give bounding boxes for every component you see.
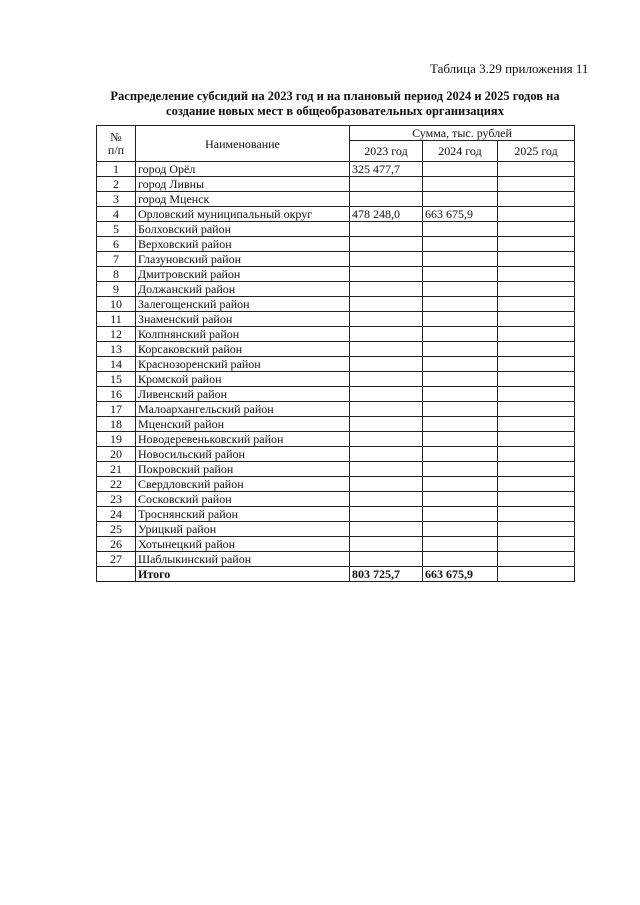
header-2024: 2024 год	[423, 141, 498, 162]
row-2025-value	[498, 222, 575, 237]
row-2025-value	[498, 162, 575, 177]
total-2024-value: 663 675,9	[423, 567, 498, 582]
row-name: город Мценск	[136, 192, 350, 207]
row-name: Верховский район	[136, 237, 350, 252]
row-2023-value	[350, 342, 423, 357]
table-row	[97, 417, 575, 432]
row-number: 2	[97, 177, 136, 192]
row-name: Новосильский район	[136, 447, 350, 462]
row-number: 5	[97, 222, 136, 237]
row-2024-value	[423, 522, 498, 537]
header-2023: 2023 год	[350, 141, 423, 162]
row-2024-value	[423, 267, 498, 282]
row-name: Троснянский район	[136, 507, 350, 522]
row-name: Хотынецкий район	[136, 537, 350, 552]
row-name: Орловский муниципальный округ	[136, 207, 350, 222]
row-name: Свердловский район	[136, 477, 350, 492]
row-2025-value	[498, 507, 575, 522]
row-2023-value: 325 477,7	[350, 162, 423, 177]
table-row	[97, 507, 575, 522]
row-name: Должанский район	[136, 282, 350, 297]
row-number: 6	[97, 237, 136, 252]
row-2023-value	[350, 537, 423, 552]
row-2025-value	[498, 312, 575, 327]
total-2025-value	[498, 567, 575, 582]
row-2024-value	[423, 327, 498, 342]
row-2025-value	[498, 477, 575, 492]
row-2023-value	[350, 327, 423, 342]
row-2023-value	[350, 357, 423, 372]
row-name: Урицкий район	[136, 522, 350, 537]
table-row	[97, 477, 575, 492]
table-row	[97, 372, 575, 387]
row-2023-value	[350, 177, 423, 192]
row-2025-value	[498, 237, 575, 252]
row-number: 24	[97, 507, 136, 522]
row-2023-value	[350, 402, 423, 417]
row-name: Колпнянский район	[136, 327, 350, 342]
table-row	[97, 237, 575, 252]
row-2023-value	[350, 507, 423, 522]
row-name: Покровский район	[136, 462, 350, 477]
table-row	[97, 162, 575, 177]
table-row	[97, 462, 575, 477]
row-number: 22	[97, 477, 136, 492]
row-2024-value	[423, 342, 498, 357]
row-2025-value	[498, 552, 575, 567]
row-number: 9	[97, 282, 136, 297]
row-2024-value: 663 675,9	[423, 207, 498, 222]
table-row	[97, 177, 575, 192]
row-name: Новодеревеньковский район	[136, 432, 350, 447]
row-number: 14	[97, 357, 136, 372]
header-2025: 2025 год	[498, 141, 575, 162]
row-2025-value	[498, 522, 575, 537]
row-2023-value	[350, 222, 423, 237]
header-num: № п/п	[97, 126, 136, 162]
table-row	[97, 312, 575, 327]
row-number: 17	[97, 402, 136, 417]
header-name: Наименование	[136, 126, 350, 162]
row-name: Знаменский район	[136, 312, 350, 327]
total-label: Итого	[136, 567, 350, 582]
row-number: 25	[97, 522, 136, 537]
row-2025-value	[498, 297, 575, 312]
row-number: 1	[97, 162, 136, 177]
row-2024-value	[423, 462, 498, 477]
row-2024-value	[423, 222, 498, 237]
row-2024-value	[423, 432, 498, 447]
header-row-1	[97, 126, 575, 141]
row-number: 4	[97, 207, 136, 222]
row-2023-value	[350, 267, 423, 282]
row-name: Ливенский район	[136, 387, 350, 402]
row-2024-value	[423, 237, 498, 252]
row-2023-value	[350, 492, 423, 507]
row-2023-value	[350, 297, 423, 312]
row-2024-value	[423, 402, 498, 417]
row-number: 27	[97, 552, 136, 567]
row-name: Дмитровский район	[136, 267, 350, 282]
row-number: 16	[97, 387, 136, 402]
table-row	[97, 492, 575, 507]
row-2025-value	[498, 537, 575, 552]
table-row	[97, 342, 575, 357]
row-2023-value	[350, 417, 423, 432]
row-number: 21	[97, 462, 136, 477]
row-2024-value	[423, 252, 498, 267]
document-title: Распределение субсидий на 2023 год и на плановый период 2024 и 2025 годов на создание новых мест в общеобразовательных организациях	[110, 89, 560, 118]
row-2024-value	[423, 492, 498, 507]
row-2023-value: 478 248,0	[350, 207, 423, 222]
row-2023-value	[350, 237, 423, 252]
row-name: Краснозоренский район	[136, 357, 350, 372]
row-2023-value	[350, 192, 423, 207]
row-number: 19	[97, 432, 136, 447]
row-number: 15	[97, 372, 136, 387]
row-2023-value	[350, 522, 423, 537]
row-2025-value	[498, 327, 575, 342]
row-name: Шаблыкинский район	[136, 552, 350, 567]
row-2024-value	[423, 357, 498, 372]
row-number: 12	[97, 327, 136, 342]
row-2025-value	[498, 267, 575, 282]
table-row	[97, 327, 575, 342]
row-name: Мценский район	[136, 417, 350, 432]
table-row	[97, 357, 575, 372]
row-2025-value	[498, 207, 575, 222]
row-2025-value	[498, 447, 575, 462]
row-2024-value	[423, 372, 498, 387]
row-number: 26	[97, 537, 136, 552]
row-2024-value	[423, 312, 498, 327]
row-2024-value	[423, 537, 498, 552]
row-2025-value	[498, 492, 575, 507]
row-2025-value	[498, 282, 575, 297]
row-2023-value	[350, 552, 423, 567]
row-2025-value	[498, 357, 575, 372]
row-name: город Ливны	[136, 177, 350, 192]
subsidy-table	[96, 125, 575, 582]
row-name: город Орёл	[136, 162, 350, 177]
row-number: 13	[97, 342, 136, 357]
row-2024-value	[423, 177, 498, 192]
row-number: 10	[97, 297, 136, 312]
row-number: 7	[97, 252, 136, 267]
row-2024-value	[423, 417, 498, 432]
row-2025-value	[498, 432, 575, 447]
table-row	[97, 252, 575, 267]
row-number: 3	[97, 192, 136, 207]
row-2025-value	[498, 342, 575, 357]
row-number: 8	[97, 267, 136, 282]
row-2025-value	[498, 252, 575, 267]
row-number: 23	[97, 492, 136, 507]
row-2023-value	[350, 252, 423, 267]
row-2023-value	[350, 447, 423, 462]
row-name: Корсаковский район	[136, 342, 350, 357]
row-name: Кромской район	[136, 372, 350, 387]
row-2025-value	[498, 372, 575, 387]
row-2025-value	[498, 387, 575, 402]
total-num-cell	[97, 567, 136, 582]
total-row	[97, 567, 575, 582]
row-number: 18	[97, 417, 136, 432]
table-row	[97, 447, 575, 462]
row-2023-value	[350, 312, 423, 327]
row-2024-value	[423, 507, 498, 522]
table-row	[97, 537, 575, 552]
row-2023-value	[350, 432, 423, 447]
row-name: Глазуновский район	[136, 252, 350, 267]
table-row	[97, 297, 575, 312]
table-row	[97, 522, 575, 537]
row-2025-value	[498, 177, 575, 192]
row-2023-value	[350, 282, 423, 297]
row-name: Малоархангельский район	[136, 402, 350, 417]
row-2024-value	[423, 447, 498, 462]
row-2025-value	[498, 192, 575, 207]
row-2024-value	[423, 282, 498, 297]
row-name: Залегощенский район	[136, 297, 350, 312]
row-2024-value	[423, 297, 498, 312]
table-row	[97, 192, 575, 207]
row-2024-value	[423, 552, 498, 567]
table-row	[97, 222, 575, 237]
table-row	[97, 207, 575, 222]
table-reference: Таблица 3.29 приложения 11	[430, 61, 589, 76]
header-sum: Сумма, тыс. рублей	[350, 126, 575, 141]
row-2023-value	[350, 477, 423, 492]
table-row	[97, 387, 575, 402]
table-row	[97, 267, 575, 282]
row-2025-value	[498, 417, 575, 432]
row-2023-value	[350, 387, 423, 402]
row-number: 11	[97, 312, 136, 327]
table-row	[97, 402, 575, 417]
table-row	[97, 552, 575, 567]
row-2023-value	[350, 462, 423, 477]
row-2024-value	[423, 477, 498, 492]
row-2024-value	[423, 162, 498, 177]
row-2024-value	[423, 192, 498, 207]
table-row	[97, 432, 575, 447]
row-2025-value	[498, 462, 575, 477]
row-name: Болховский район	[136, 222, 350, 237]
row-name: Сосковский район	[136, 492, 350, 507]
row-number: 20	[97, 447, 136, 462]
row-2023-value	[350, 372, 423, 387]
row-2024-value	[423, 387, 498, 402]
total-2023-value: 803 725,7	[350, 567, 423, 582]
table-row	[97, 282, 575, 297]
row-2025-value	[498, 402, 575, 417]
